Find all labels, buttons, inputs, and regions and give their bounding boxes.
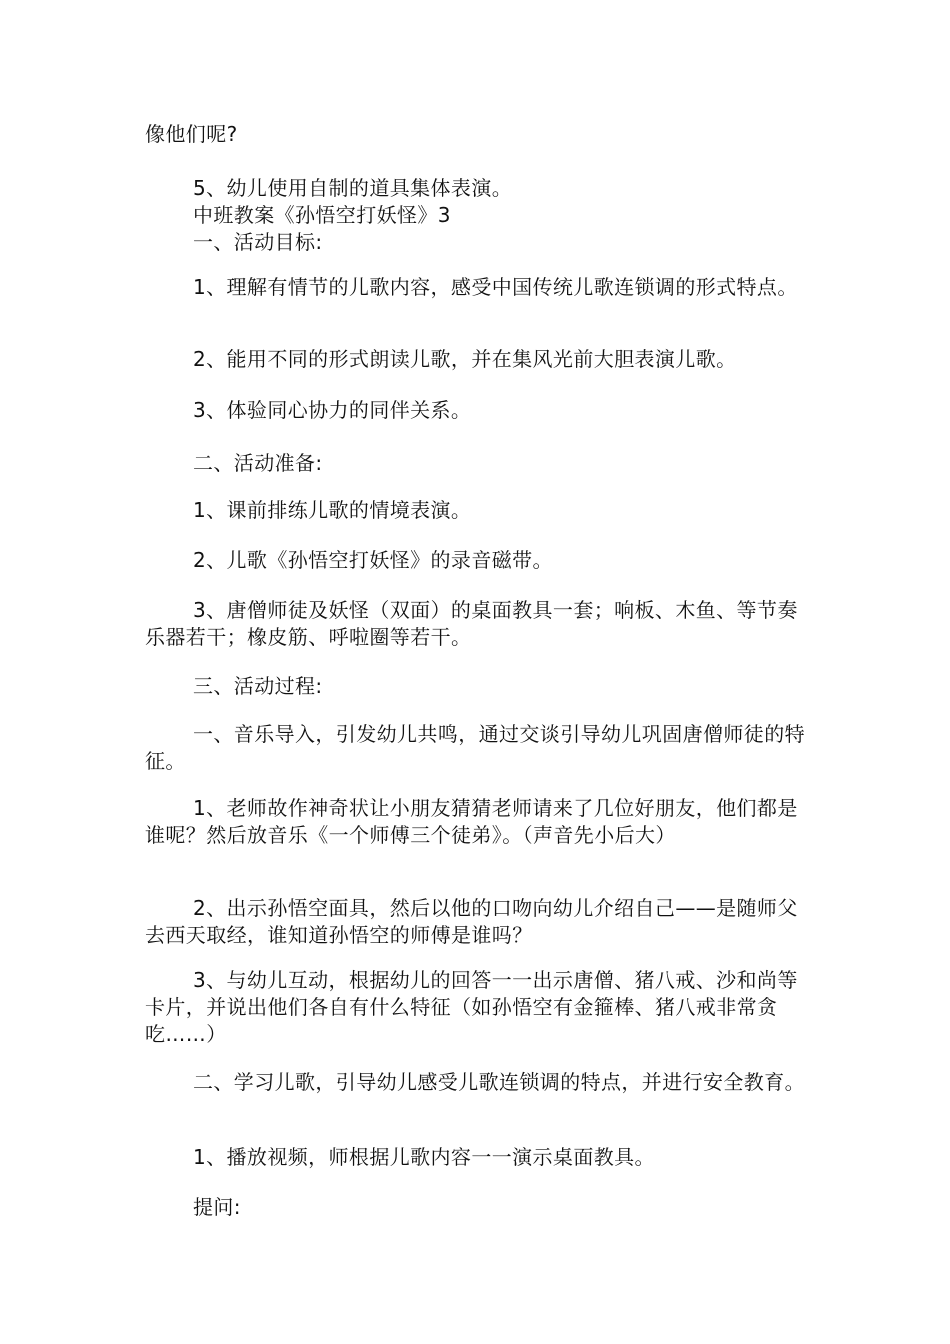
heading-process: 三、活动过程: bbox=[193, 674, 323, 698]
process-part-2: 二、学习儿歌，引导幼儿感受儿歌连锁调的特点，并进行安全教育。 bbox=[193, 1070, 805, 1094]
process-2-step-1: 1、播放视频，师根据儿歌内容一一演示桌面教具。 bbox=[193, 1145, 655, 1169]
process-1-step-3: 3、与幼儿互动，根据幼儿的回答一一出示唐僧、猪八戒、沙和尚等卡片，并说出他们各自有什么特征（如孙悟空有金箍棒、猪八戒非常贪吃……） bbox=[145, 968, 798, 1046]
question-label: 提问: bbox=[193, 1195, 241, 1219]
prep-3: 3、唐僧师徒及妖怪（双面）的桌面教具一套；响板、木鱼、等节奏乐器若干；橡皮筋、呼啦圈等若干。 bbox=[145, 598, 798, 649]
section-title: 中班教案《孙悟空打妖怪》3 bbox=[193, 203, 451, 227]
goal-3: 3、体验同心协力的同伴关系。 bbox=[193, 398, 472, 422]
heading-goals: 一、活动目标: bbox=[193, 230, 323, 254]
heading-preparation: 二、活动准备: bbox=[193, 451, 323, 475]
goal-1: 1、理解有情节的儿歌内容，感受中国传统儿歌连锁调的形式特点。 bbox=[193, 275, 798, 299]
goal-2: 2、能用不同的形式朗读儿歌，并在集风光前大胆表演儿歌。 bbox=[193, 347, 737, 371]
process-1-step-2: 2、出示孙悟空面具，然后以他的口吻向幼儿介绍自己——是随师父去西天取经，谁知道孙悟空的师傅是谁吗？ bbox=[145, 896, 798, 947]
paragraph-continuation: 像他们呢? bbox=[145, 122, 238, 146]
prep-1: 1、课前排练儿歌的情境表演。 bbox=[193, 498, 472, 522]
process-1-step-1: 1、老师故作神奇状让小朋友猜猜老师请来了几位好朋友，他们都是谁呢？然后放音乐《一个师傅三个徒弟》。（声音先小后大） bbox=[145, 796, 798, 847]
prep-2: 2、儿歌《孙悟空打妖怪》的录音磁带。 bbox=[193, 548, 553, 572]
paragraph-step-5: 5、幼儿使用自制的道具集体表演。 bbox=[193, 176, 513, 200]
process-part-1: 一、音乐导入，引发幼儿共鸣，通过交谈引导幼儿巩固唐僧师徒的特征。 bbox=[145, 722, 805, 773]
